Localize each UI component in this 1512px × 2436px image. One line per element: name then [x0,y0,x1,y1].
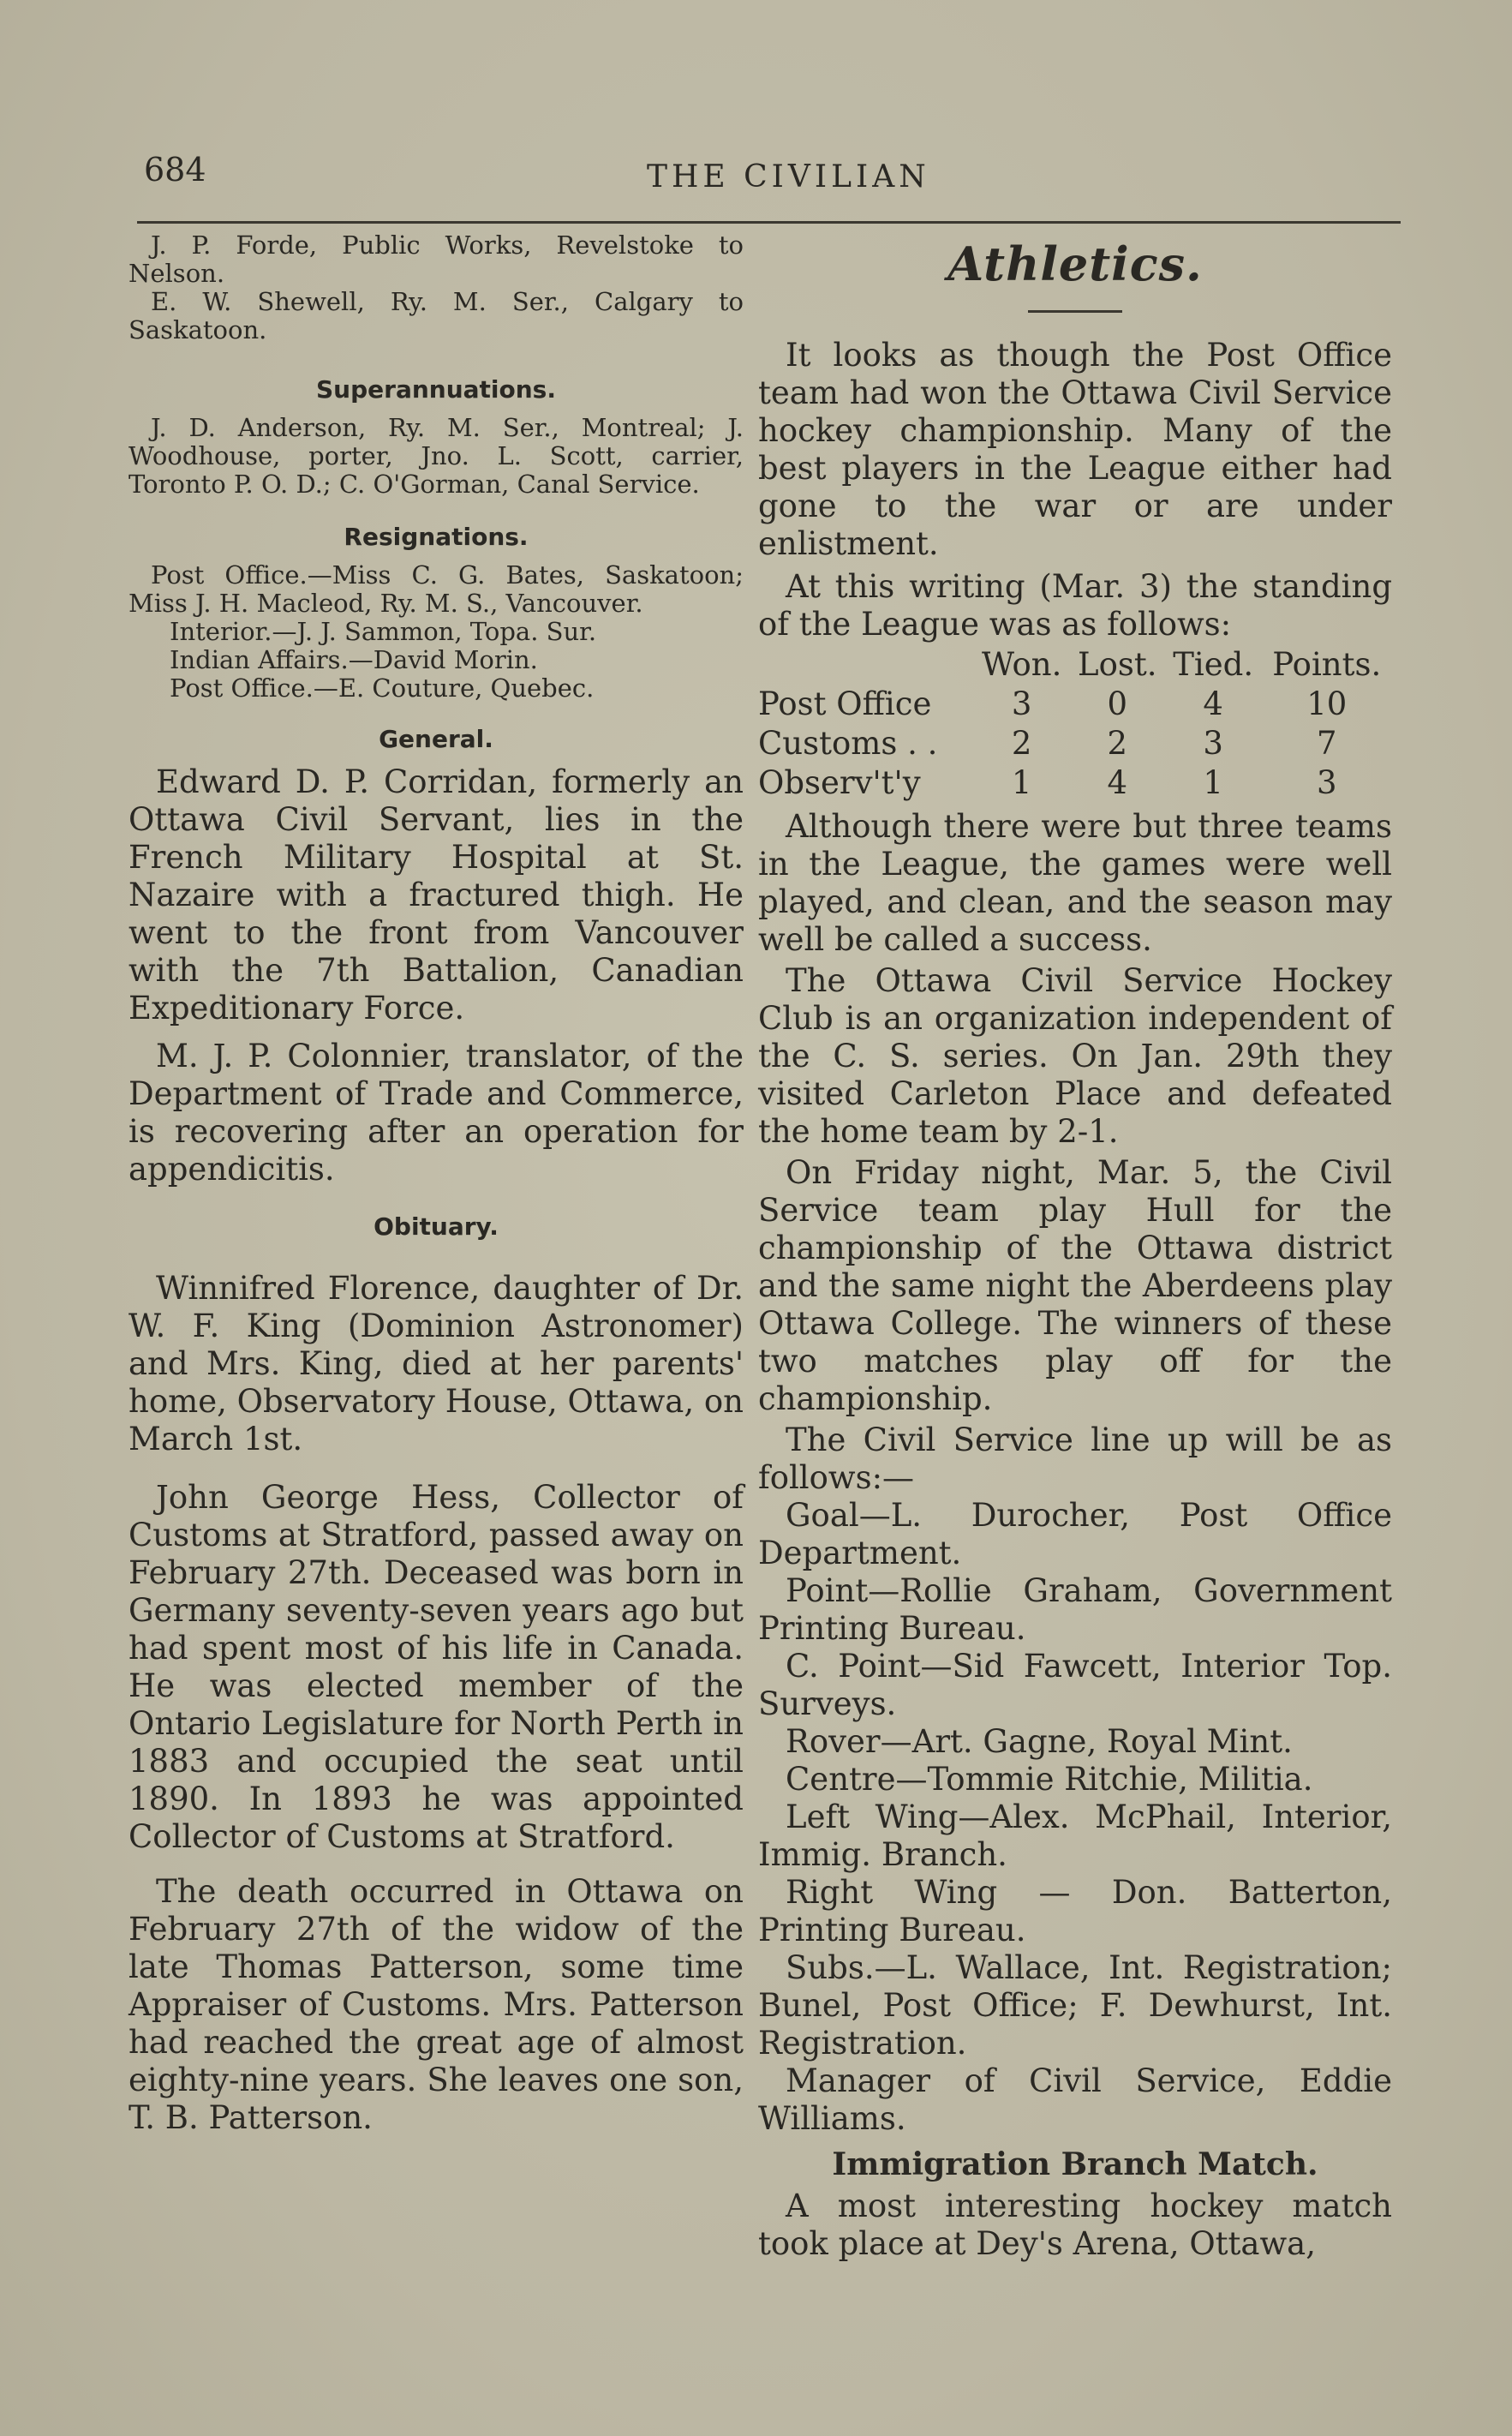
lineup-item: Goal—L. Durocher, Post Office Department. [758,1497,1392,1571]
lineup-item: Left Wing—Alex. McPhail, Interior, Immig. Branch. [758,1799,1392,1873]
athletics-paragraph: A most interesting hockey match took place at Dey's Arena, Ottawa, [758,2188,1392,2262]
transfer-item: J. P. Forde, Public Works, Revelstoke to Nelson. [128,230,744,288]
immigration-match-heading: Immigration Branch Match. [832,2146,1318,2182]
right-column [758,231,1392,2263]
standings-col-header: Won. [981,646,1062,683]
standings-table [758,645,1392,803]
athletics-paragraph: At this writing (Mar. 3) the standing of the League was as follows: [758,568,1392,643]
page-number: 684 [144,151,206,189]
lineup-item: Centre—Tommie Ritchie, Militia. [786,1761,1313,1798]
header-rule [137,221,1401,224]
points-cell: 3 [1316,764,1337,801]
standings-corner [758,645,974,685]
lineup-item: Right Wing — Don. Batterton, Printing Bureau. [758,1874,1392,1948]
general-paragraph: Edward D. P. Corridan, formerly an Ottawa Civil Servant, lies in the French Military Hospital at St. Nazaire with a fractured thigh. He went to the front from Vancouver with the 7th Battalion, Canadian Expeditionary Force. [128,763,744,1026]
lost-cell: 0 [1107,685,1128,722]
obituary-paragraph: Winnifred Florence, daughter of Dr. W. F. King (Dominion Astronomer) and Mrs. King, died at her parents' home, Observatory House, Ottawa, on March 1st. [128,1270,744,1457]
resignation-item: Post Office.—Miss C. G. Bates, Saskatoon; Miss J. H. Macleod, Ry. M. S., Vancouver. [128,560,744,618]
lineup-item: Manager of Civil Service, Eddie Williams. [758,2062,1392,2137]
athletics-paragraph: On Friday night, Mar. 5, the Civil Service team play Hull for the championship of the Ottawa district and the same night the Aberdeens play Ottawa College. The winners of these two matches play off for the championship. [758,1154,1392,1417]
obituary-heading: Obituary. [374,1212,499,1241]
won-cell: 1 [1011,764,1032,801]
obituary-paragraph: The death occurred in Ottawa on February 27th of the widow of the late Thomas Patterson, some time Appraiser of Customs. Mrs. Patterson had reached the great age of almost eighty-nine years. She leaves one son, T. B. Patterson. [128,1873,744,2136]
lost-cell: 2 [1107,725,1128,762]
standings-col-header: Points. [1272,646,1382,683]
tied-cell: 3 [1203,725,1223,762]
lineup-item: Point—Rollie Graham, Government Printing Bureau. [758,1572,1392,1647]
athletics-paragraph: It looks as though the Post Office team had won the Ottawa Civil Service hockey championship. Many of the best players in the League either had gone to the war or are under enlistment. [758,337,1392,562]
superannuations-text: J. D. Anderson, Ry. M. Ser., Montreal; J. Woodhouse, porter, Jno. L. Scott, carrier, Toronto P. O. D.; C. O'Gorman, Canal Service. [128,413,744,499]
athletics-heading: Athletics. [947,236,1203,291]
tied-cell: 1 [1203,764,1223,801]
athletics-paragraph: The Civil Service line up will be as follows:— [758,1421,1392,1496]
team-name: Customs . . [758,725,938,762]
lineup-item: C. Point—Sid Fawcett, Interior Top. Surveys. [758,1648,1392,1722]
athletics-paragraph: The Ottawa Civil Service Hockey Club is an organization independent of the C. S. series. On Jan. 29th they visited Carleton Place and defeated the home team by 2-1. [758,962,1392,1150]
page-title: THE CIVILIAN [647,159,930,195]
lineup-item: Rover—Art. Gagne, Royal Mint. [786,1723,1293,1760]
obituary-paragraph: John George Hess, Collector of Customs at Stratford, passed away on February 27th. Deceased was born in Germany seventy-seven years ago but had spent most of his life in Canada. He was elected member of the Ontario Legislature for North Perth in 1883 and occupied the seat until 1890. In 1893 he was appointed Collector of Customs at Stratford. [128,1479,744,1855]
tied-cell: 4 [1203,685,1223,722]
table-row [758,685,1392,724]
general-paragraph: M. J. P. Colonnier, translator, of the Department of Trade and Commerce, is recovering after an operation for appendicitis. [128,1038,744,1188]
general-heading: General. [379,725,493,753]
points-cell: 10 [1306,685,1348,722]
left-column [128,231,744,2137]
lineup-item: Subs.—L. Wallace, Int. Registration; Bunel, Post Office; F. Dewhurst, Int. Registration. [758,1949,1392,2062]
resignation-item: Post Office.—E. Couture, Quebec. [170,673,595,703]
team-name: Post Office [758,685,932,722]
resignation-item: Interior.—J. J. Sammon, Topa. Sur. [170,617,597,646]
resignations-heading: Resignations. [344,523,529,551]
standings-col-header: Tied. [1173,646,1254,683]
won-cell: 2 [1011,725,1032,762]
transfer-item: E. W. Shewell, Ry. M. Ser., Calgary to Saskatoon. [128,287,744,344]
standings-header-row [758,645,1392,685]
lost-cell: 4 [1107,764,1128,801]
team-name: Observ't'y [758,764,921,801]
points-cell: 7 [1316,725,1337,762]
table-row [758,763,1392,803]
won-cell: 3 [1011,685,1032,722]
table-row [758,724,1392,763]
standings-col-header: Lost. [1078,646,1157,683]
resignation-item: Indian Affairs.—David Morin. [170,645,538,674]
superannuations-heading: Superannuations. [316,375,556,404]
athletics-paragraph: Although there were but three teams in the League, the games were well played, and clean, and the season may well be called a success. [758,808,1392,958]
athletics-rule [1028,310,1122,313]
